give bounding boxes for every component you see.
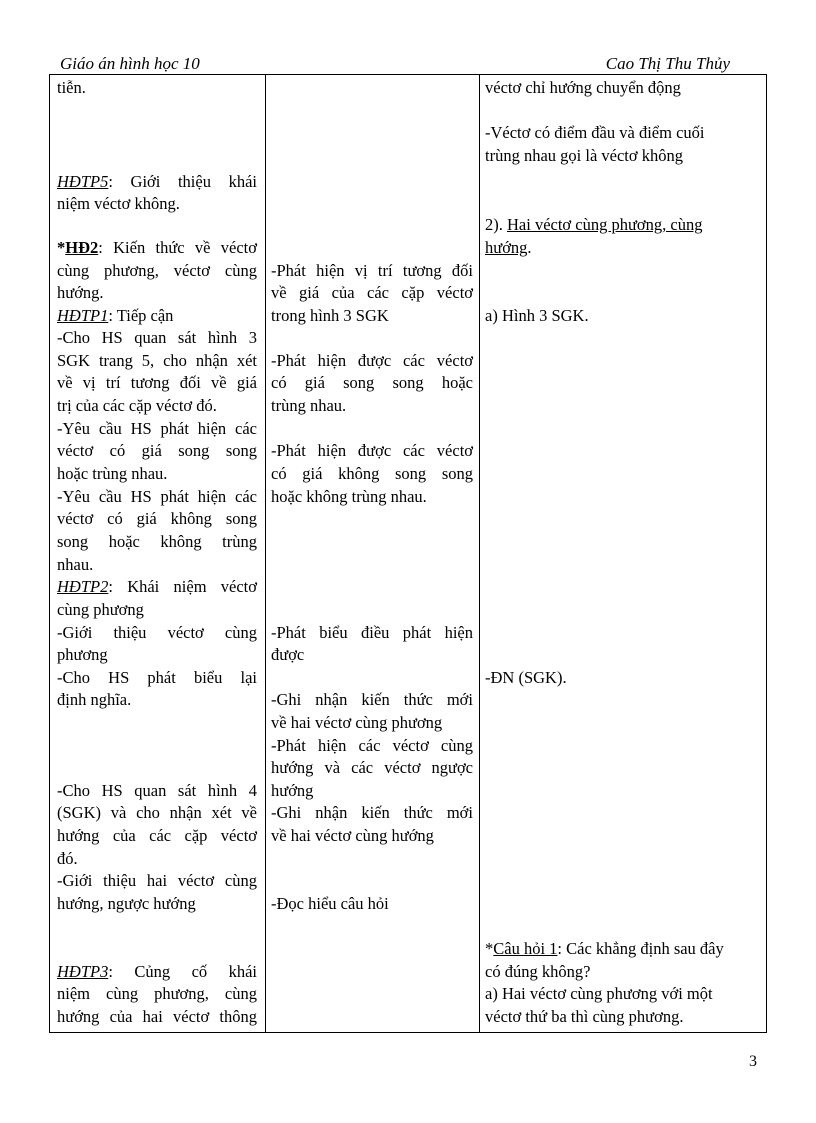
col1-line: trị của các cặp véctơ đó. [57, 396, 217, 415]
col2-line: có giá không song song [271, 464, 473, 483]
col1-line: đó. [57, 849, 78, 868]
col3-line: a) Hình 3 SGK. [485, 306, 589, 325]
col1-line: về vị trí tương đối về giá [57, 373, 257, 392]
col1-line: (SGK) và cho nhận xét về [57, 803, 257, 822]
col2-line: hoặc không trùng nhau. [271, 487, 427, 506]
activity-tag-hdtp5: HĐTP5 [57, 172, 109, 191]
col2-line: -Ghi nhận kiến thức mới [271, 803, 473, 822]
activity-tag-hdtp2: HĐTP2 [57, 577, 109, 596]
col1-line: hướng. [57, 283, 104, 302]
col2-line: về hai véctơ cùng hướng [271, 826, 434, 845]
header-right: Cao Thị Thu Thủy [605, 54, 730, 73]
col2-line: về giá của các cặp véctơ [271, 283, 473, 302]
header-left: Giáo án hình học 10 [60, 54, 200, 73]
col2-line: trong hình 3 SGK [271, 306, 389, 325]
col3-line: trùng nhau gọi là véctơ không [485, 146, 683, 165]
col1-line: hướng của các cặp véctơ [57, 826, 257, 845]
col3-line: a) Hai véctơ cùng phương với một [485, 984, 713, 1003]
col2-line: -Phát biểu điều phát hiện [271, 623, 473, 642]
col1-line: -Yêu cầu HS phát hiện các [57, 487, 257, 506]
col1-line: tiễn. [57, 78, 86, 97]
lesson-table [49, 74, 767, 1033]
col2-line: -Phát hiện được các véctơ [271, 351, 473, 370]
col3-line: véctơ thứ ba thì cùng phương. [485, 1007, 684, 1026]
col1-line: phương [57, 645, 108, 664]
section-heading-cont: hướng. [485, 238, 532, 257]
col1-line: -Cho HS quan sát hình 4 [57, 781, 257, 800]
col2-line: -Đọc hiểu câu hỏi [271, 894, 389, 913]
activity-tag-hdtp1: HĐTP1 [57, 306, 109, 325]
col2-line: -Phát hiện các véctơ cùng [271, 736, 473, 755]
col1-line: -Giới thiệu véctơ cùng [57, 623, 257, 642]
column-divider-2 [479, 75, 480, 1032]
col1-line: niệm véctơ không. [57, 194, 180, 213]
col1-line: -Giới thiệu hai véctơ cùng [57, 871, 257, 890]
col1-line: cùng phương [57, 600, 144, 619]
col3-line: -Véctơ có điểm đầu và điểm cuối [485, 123, 705, 142]
activity-tag-hdtp3: HĐTP3 [57, 962, 109, 981]
col2-line: hướng [271, 781, 314, 800]
question-heading: *Câu hỏi 1: Các khẳng định sau đây [485, 939, 724, 958]
col1-line: -Yêu cầu HS phát hiện các [57, 419, 257, 438]
col2-line: -Phát hiện được các véctơ [271, 441, 473, 460]
col3-line: -ĐN (SGK). [485, 668, 567, 687]
col3-line: có đúng không? [485, 962, 591, 981]
col2-line: được [271, 645, 305, 664]
col1-line: niệm cùng phương, cùng [57, 984, 257, 1003]
col1-line: véctơ có giá không song [57, 509, 257, 528]
col1-line: nhau. [57, 555, 94, 574]
col3-line: véctơ chỉ hướng chuyển động [485, 78, 681, 97]
col2-line: trùng nhau. [271, 396, 347, 415]
col1-line: HĐTP3: Củng cố khái [57, 962, 257, 981]
col2-line: có giá song song hoặc [271, 373, 473, 392]
col1-line: HĐTP2: Khái niệm véctơ [57, 577, 257, 596]
col1-line: hoặc trùng nhau. [57, 464, 168, 483]
col2-line: hướng và các véctơ ngược [271, 758, 473, 777]
col1-line: HĐTP5: Giới thiệu khái [57, 172, 257, 191]
col1-line: -Cho HS phát biểu lại [57, 668, 257, 687]
page-number: 3 [749, 1053, 757, 1070]
col2-line: -Phát hiện vị trí tương đối [271, 261, 473, 280]
col1-line: véctơ có giá song song [57, 441, 257, 460]
col2-line: về hai véctơ cùng phương [271, 713, 443, 732]
col1-line: SGK trang 5, cho nhận xét [57, 351, 257, 370]
col2-line: -Ghi nhận kiến thức mới [271, 690, 473, 709]
section-heading: 2). Hai véctơ cùng phương, cùng [485, 215, 703, 234]
col1-line: *HĐ2: Kiến thức về véctơ [57, 238, 257, 257]
col1-line: định nghĩa. [57, 690, 132, 709]
col1-line: hướng của hai véctơ thông [57, 1007, 257, 1026]
activity-tag-hd2: HĐ2 [65, 238, 99, 257]
col1-line: cùng phương, véctơ cùng [57, 261, 257, 280]
col1-line: song hoặc không trùng [57, 532, 257, 551]
col1-line: HĐTP1: Tiếp cận [57, 306, 174, 325]
col1-line: -Cho HS quan sát hình 3 [57, 328, 257, 347]
column-divider-1 [265, 75, 266, 1032]
col1-line: hướng, ngược hướng [57, 894, 196, 913]
